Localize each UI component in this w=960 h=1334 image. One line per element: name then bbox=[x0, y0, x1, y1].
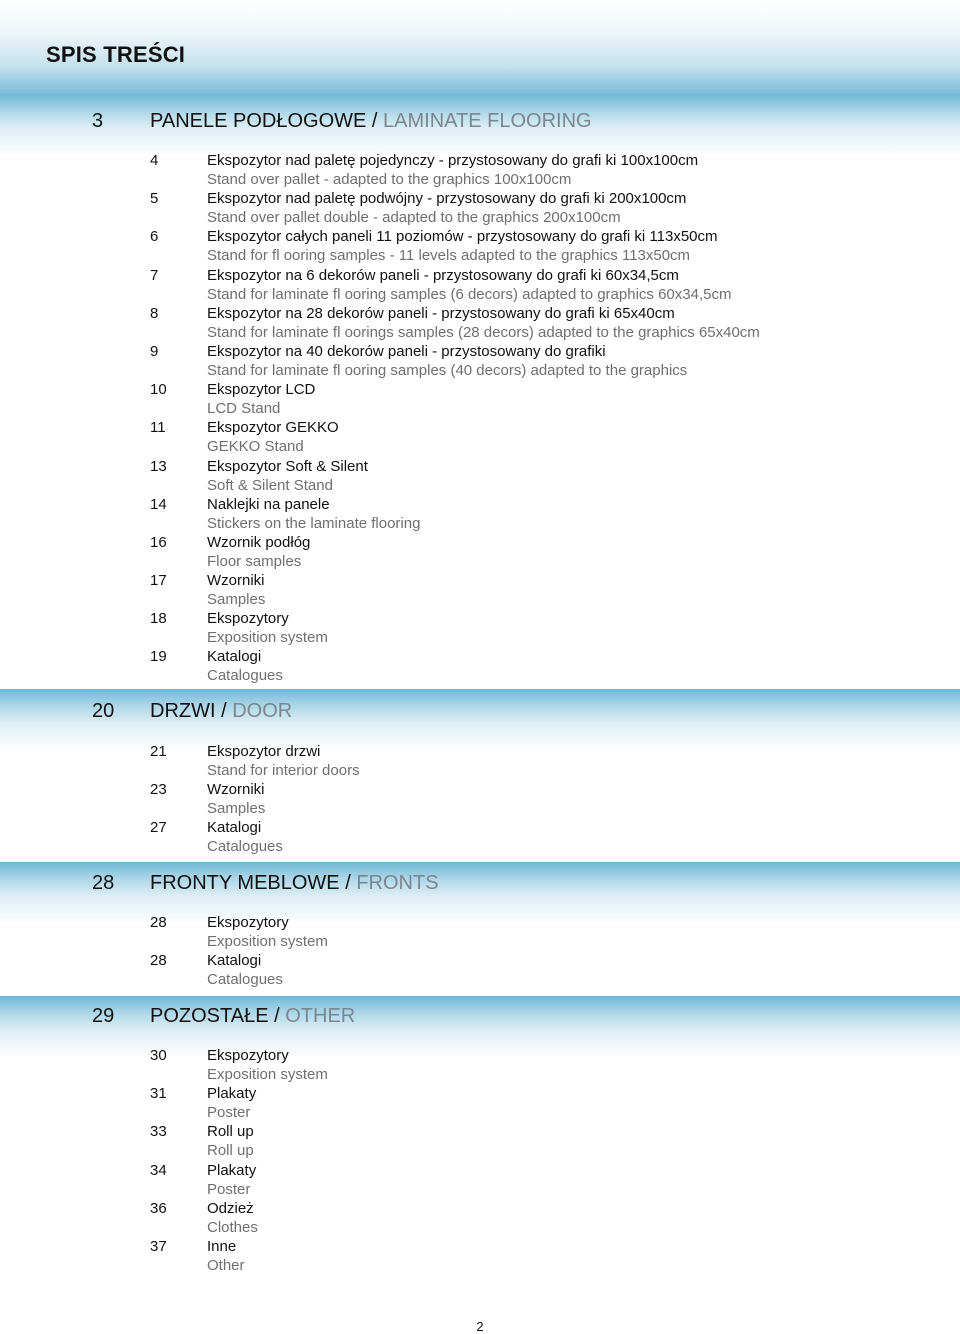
section-heading[interactable] bbox=[0, 700, 960, 730]
toc-entry[interactable] bbox=[0, 190, 960, 228]
entry-title-en: Stand for laminate fl oorings samples (28 decors) adapted to the graphics 65x40cm bbox=[207, 323, 760, 341]
section-page-number: 28 bbox=[92, 872, 115, 894]
entry-title-pl: Ekspozytory bbox=[207, 914, 289, 931]
entry-title-pl: Roll up bbox=[207, 1123, 254, 1141]
entry-page-number: 5 bbox=[150, 190, 159, 208]
page-title: SPIS TREŚCI bbox=[46, 42, 186, 67]
entry-title-pl: Katalogi bbox=[207, 952, 262, 970]
section-heading[interactable] bbox=[0, 110, 960, 140]
toc-entry[interactable] bbox=[0, 305, 960, 343]
entry-title-pl: Odzież bbox=[207, 1199, 254, 1217]
entry-title-pl: Wzorniki bbox=[207, 781, 265, 799]
entry-title-pl: Wzorniki bbox=[207, 572, 265, 590]
entry-title-en: Exposition system bbox=[207, 1066, 328, 1083]
section-entries bbox=[0, 914, 960, 990]
entry-title-en: Exposition system bbox=[207, 629, 328, 647]
entry-title-pl: Ekspozytor całych paneli 11 poziomów - przystosowany do grafi ki 113x50cm bbox=[207, 228, 718, 246]
entry-title-pl: Ekspozytor na 6 dekorów paneli - przystosowany do grafi ki 60x34,5cm bbox=[207, 266, 679, 284]
section-heading[interactable] bbox=[0, 1005, 960, 1035]
entry-title-pl: Plakaty bbox=[207, 1161, 257, 1179]
entry-page-number: 6 bbox=[150, 228, 159, 246]
toc-entry[interactable] bbox=[0, 914, 960, 952]
entry-title-pl: Katalogi bbox=[207, 648, 262, 666]
section-page-number: 3 bbox=[92, 110, 104, 132]
toc-entry[interactable] bbox=[0, 458, 960, 496]
toc-entry[interactable] bbox=[0, 952, 960, 990]
entry-title-pl: Plakaty bbox=[207, 1085, 257, 1103]
toc-entry[interactable] bbox=[0, 781, 960, 819]
entry-title-pl: Ekspozytor LCD bbox=[207, 381, 316, 399]
entry-title-en: Stand for interior doors bbox=[207, 762, 360, 779]
entry-page-number: 4 bbox=[150, 152, 159, 169]
entry-page-number: 7 bbox=[150, 266, 159, 284]
entry-page-number: 17 bbox=[150, 572, 167, 590]
entry-page-number: 19 bbox=[150, 648, 167, 666]
entry-title-en: Other bbox=[207, 1256, 245, 1274]
entry-page-number: 10 bbox=[150, 381, 167, 399]
toc-entry[interactable] bbox=[0, 1123, 960, 1161]
section-entries bbox=[0, 152, 960, 687]
entry-page-number: 30 bbox=[150, 1047, 167, 1064]
section-title: POZOSTAŁE / OTHER bbox=[150, 1005, 356, 1027]
entry-title-en: Soft & Silent Stand bbox=[207, 476, 333, 494]
entry-title-en: Stand for laminate fl ooring samples (6 decors) adapted to graphics 60x34,5cm bbox=[207, 285, 732, 303]
toc-entry[interactable] bbox=[0, 381, 960, 419]
entry-title-en: Floor samples bbox=[207, 552, 302, 570]
toc-entry[interactable] bbox=[0, 1238, 960, 1276]
entry-title-pl: Katalogi bbox=[207, 819, 262, 837]
entry-title-pl: Ekspozytor na 40 dekorów paneli - przystosowany do grafiki bbox=[207, 342, 606, 360]
entry-title-en: Stand over pallet double - adapted to the graphics 200x100cm bbox=[207, 209, 621, 227]
entry-title-en: Roll up bbox=[207, 1142, 254, 1160]
section-page-number: 20 bbox=[92, 700, 115, 722]
toc-entry[interactable] bbox=[0, 1047, 960, 1085]
toc-entry[interactable] bbox=[0, 648, 960, 686]
entry-page-number: 21 bbox=[150, 743, 167, 760]
entry-page-number: 13 bbox=[150, 457, 167, 475]
entry-title-en: Exposition system bbox=[207, 933, 328, 950]
toc-entry[interactable] bbox=[0, 496, 960, 534]
toc-entry[interactable] bbox=[0, 1162, 960, 1200]
entry-title-pl: Ekspozytor drzwi bbox=[207, 743, 321, 760]
entry-title-pl: Wzornik podłóg bbox=[207, 533, 311, 551]
entry-title-en: Samples bbox=[207, 591, 266, 609]
entry-page-number: 18 bbox=[150, 610, 167, 628]
toc-entry[interactable] bbox=[0, 819, 960, 857]
toc-entry[interactable] bbox=[0, 610, 960, 648]
entry-title-en: Stand for laminate fl ooring samples (40 decors) adapted to the graphics bbox=[207, 361, 688, 379]
entry-page-number: 36 bbox=[150, 1199, 167, 1217]
entry-title-pl: Ekspozytor Soft & Silent bbox=[207, 457, 368, 475]
toc-entry[interactable] bbox=[0, 152, 960, 190]
section-title: DRZWI / DOOR bbox=[150, 700, 293, 722]
entry-title-en: Catalogues bbox=[207, 667, 283, 685]
toc-entry[interactable] bbox=[0, 1200, 960, 1238]
toc-entry[interactable] bbox=[0, 1085, 960, 1123]
entry-title-en: Stand over pallet - adapted to the graphics 100x100cm bbox=[207, 171, 572, 188]
entry-page-number: 27 bbox=[150, 819, 167, 837]
entry-title-pl: Ekspozytor nad paletę pojedynczy - przystosowany do grafi ki 100x100cm bbox=[207, 152, 699, 169]
entry-title-pl: Naklejki na panele bbox=[207, 495, 330, 513]
entry-page-number: 33 bbox=[150, 1123, 167, 1141]
entry-title-en: Poster bbox=[207, 1180, 251, 1198]
entry-page-number: 28 bbox=[150, 914, 167, 931]
entry-page-number: 28 bbox=[150, 952, 167, 970]
entry-title-pl: Ekspozytory bbox=[207, 1047, 289, 1064]
toc-entry[interactable] bbox=[0, 534, 960, 572]
entry-title-en: Poster bbox=[207, 1104, 251, 1122]
entry-title-en: Catalogues bbox=[207, 971, 283, 989]
entry-title-en: Clothes bbox=[207, 1218, 258, 1236]
entry-page-number: 31 bbox=[150, 1085, 167, 1103]
section-entries bbox=[0, 1047, 960, 1276]
entry-title-en: GEKKO Stand bbox=[207, 438, 304, 456]
section-heading[interactable] bbox=[0, 872, 960, 902]
entry-title-en: Stickers on the laminate flooring bbox=[207, 514, 421, 532]
entry-page-number: 8 bbox=[150, 304, 159, 322]
toc-entry[interactable] bbox=[0, 743, 960, 781]
entry-title-pl: Ekspozytor na 28 dekorów paneli - przystosowany do grafi ki 65x40cm bbox=[207, 304, 675, 322]
section-title: FRONTY MEBLOWE / FRONTS bbox=[150, 872, 439, 894]
toc-entry[interactable] bbox=[0, 572, 960, 610]
page-number: 2 bbox=[476, 1319, 484, 1334]
entry-title-en: Samples bbox=[207, 800, 266, 818]
section-entries bbox=[0, 743, 960, 858]
section-title: PANELE PODŁOGOWE / LAMINATE FLOORING bbox=[150, 110, 592, 132]
entry-title-en: Stand for fl ooring samples - 11 levels adapted to the graphics 113x50cm bbox=[207, 247, 691, 265]
entry-page-number: 9 bbox=[150, 342, 159, 360]
toc-entry[interactable] bbox=[0, 267, 960, 305]
entry-page-number: 16 bbox=[150, 533, 167, 551]
entry-title-pl: Inne bbox=[207, 1237, 237, 1255]
entry-title-en: LCD Stand bbox=[207, 400, 281, 418]
toc-entry[interactable] bbox=[0, 343, 960, 381]
entry-page-number: 23 bbox=[150, 781, 167, 799]
toc-entry[interactable] bbox=[0, 228, 960, 266]
entry-page-number: 37 bbox=[150, 1237, 167, 1255]
entry-title-pl: Ekspozytory bbox=[207, 610, 289, 628]
entry-page-number: 34 bbox=[150, 1161, 167, 1179]
toc-entry[interactable] bbox=[0, 419, 960, 457]
entry-title-en: Catalogues bbox=[207, 838, 283, 856]
entry-title-pl: Ekspozytor GEKKO bbox=[207, 419, 339, 437]
entry-page-number: 11 bbox=[150, 419, 166, 437]
entry-title-pl: Ekspozytor nad paletę podwójny - przystosowany do grafi ki 200x100cm bbox=[207, 190, 687, 208]
section-page-number: 29 bbox=[92, 1005, 115, 1027]
entry-page-number: 14 bbox=[150, 495, 167, 513]
